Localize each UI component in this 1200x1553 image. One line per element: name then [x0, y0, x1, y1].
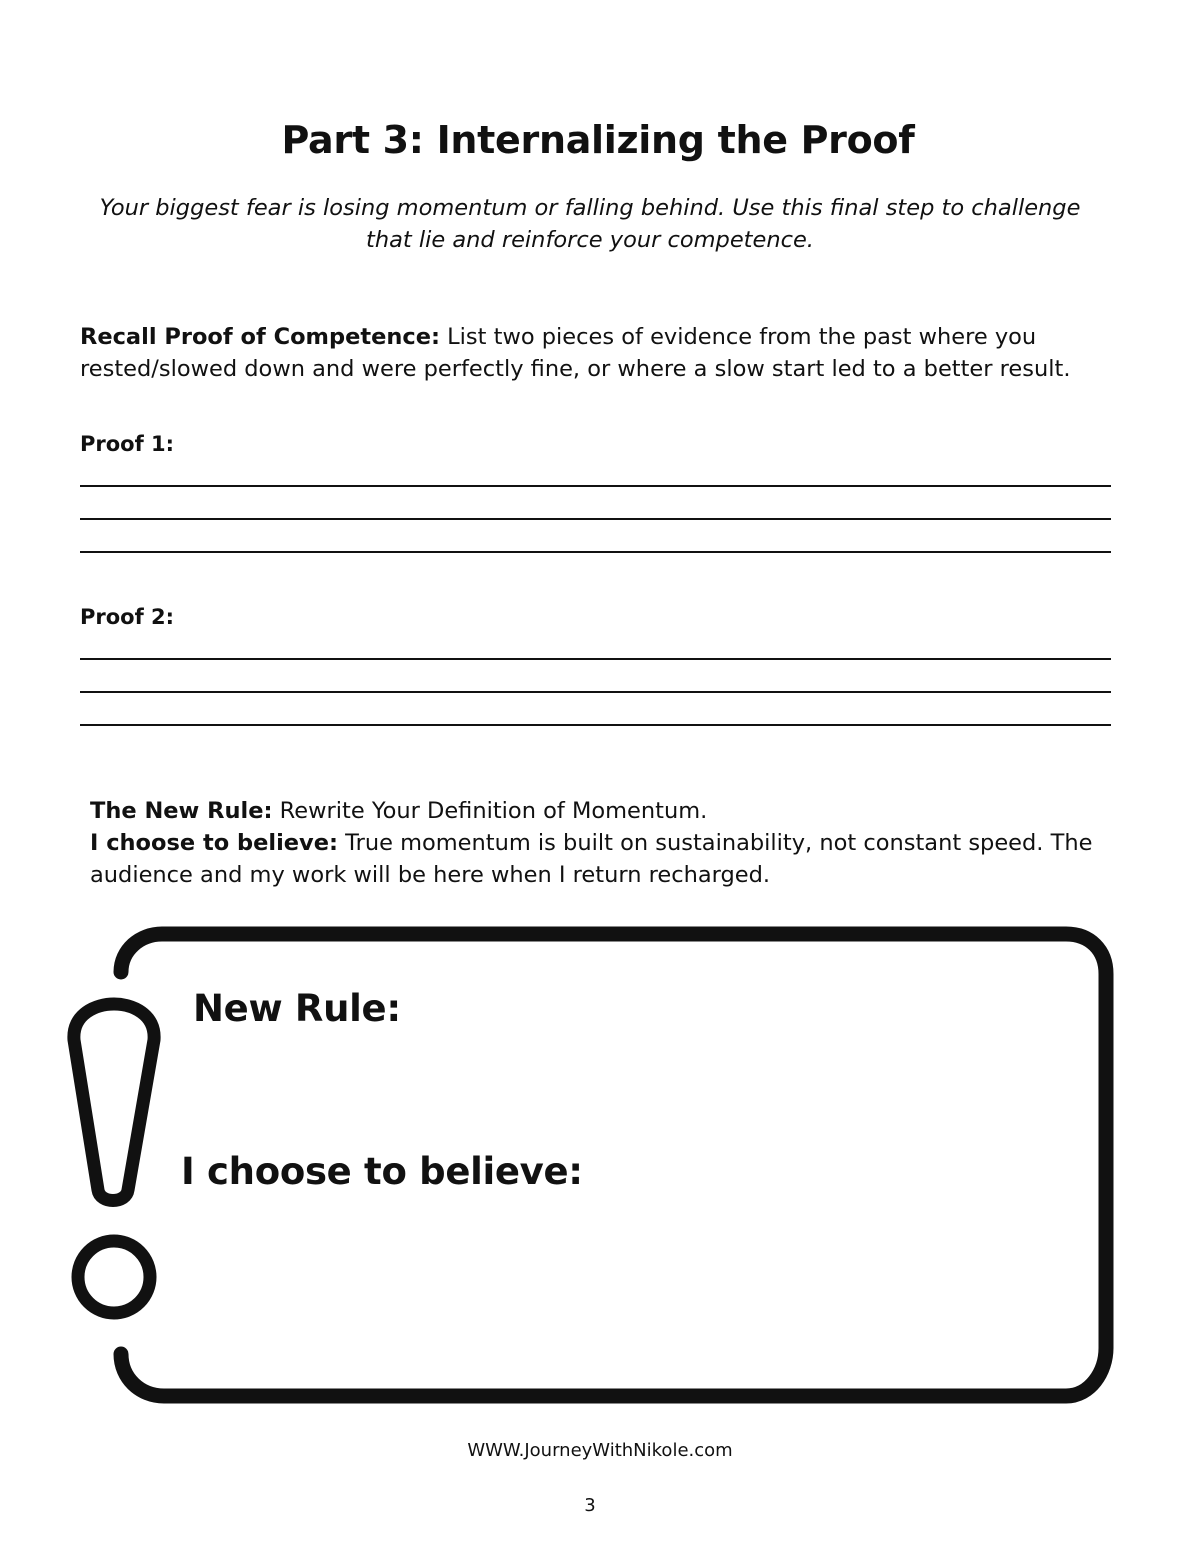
exclamation-icon	[74, 1004, 154, 1201]
page-number: 3	[584, 1495, 596, 1516]
believe-text: True momentum is built on sustainability, not constant speed. The audience and my work will be here when I return recharged.	[90, 830, 1093, 888]
proof-2-label: Proof 2:	[80, 605, 175, 629]
box-believe-heading: I choose to believe:	[181, 1150, 583, 1193]
new-rule-text: Rewrite Your Definition of Momentum.	[272, 798, 708, 824]
page-subtitle: Your biggest fear is losing momentum or falling behind. Use this final step to challenge that lie and reinforce your competence.	[99, 195, 1081, 253]
new-rule-label: The New Rule:	[90, 798, 273, 824]
box-new-rule-heading: New Rule:	[193, 987, 401, 1030]
footer-website[interactable]: WWW.JourneyWithNikole.com	[467, 1440, 733, 1461]
exclamation-dot-icon	[78, 1241, 150, 1313]
page-title: Part 3: Internalizing the Proof	[281, 118, 915, 162]
proof-1-label: Proof 1:	[80, 432, 175, 456]
believe-label: I choose to believe:	[90, 830, 338, 856]
recall-text: List two pieces of evidence from the past where you rested/slowed down and were perfectly fine, or where a slow start led to a better result.	[80, 324, 1071, 382]
recall-label: Recall Proof of Competence:	[80, 324, 440, 350]
